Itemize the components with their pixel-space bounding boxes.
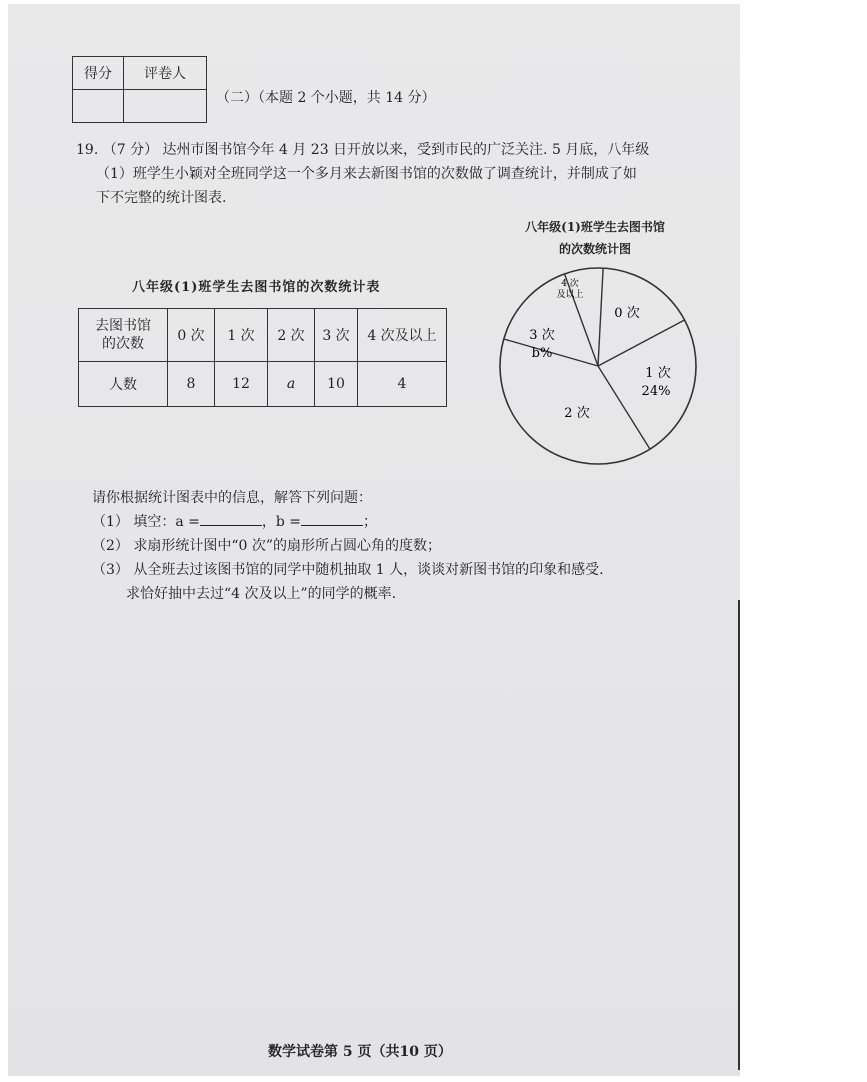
pie-label-3-pct: b% xyxy=(531,346,553,361)
table-col-2: 2 次 xyxy=(268,309,315,362)
grader-label: 评卷人 xyxy=(124,57,207,90)
table-col-0: 0 次 xyxy=(168,309,215,362)
question-2: （2） 求扇形统计图中“0 次”的扇形所占圆心角的度数； xyxy=(92,538,442,554)
table-row-label: 人数 xyxy=(79,362,168,407)
table-col-3: 3 次 xyxy=(315,309,358,362)
table-cell-2: a xyxy=(268,362,315,407)
pie-label-1-pct: 24% xyxy=(641,384,671,399)
questions-intro: 请你根据统计图表中的信息，解答下列问题： xyxy=(92,490,372,506)
question-3-line2: 求恰好抽中去过“4 次及以上”的同学的概率. xyxy=(126,586,397,602)
table-data-row xyxy=(79,362,447,407)
pie-label-4b: 及以上 xyxy=(556,290,584,300)
page-footer: 数学试卷第 5 页（共10 页） xyxy=(268,1044,452,1060)
statistics-table xyxy=(78,308,447,407)
pie-label-4: 4 次 xyxy=(561,279,579,289)
question-number: 19. xyxy=(76,142,99,158)
answer-blank-b[interactable] xyxy=(301,511,363,526)
question-line2: （1）班学生小颖对全班同学这一个多月来去新图书馆的次数做了调查统计，并制成了如 xyxy=(96,166,637,182)
question-line1: 达州市图书馆今年 4 月 23 日开放以来，受到市民的广泛关注. 5 月底，八年级 xyxy=(162,142,650,158)
pie-label-1: 1 次 xyxy=(645,366,671,381)
pie-title: 八年级(1)班学生去图书馆 的次数统计图 xyxy=(525,220,665,256)
pie-boundary-1-2 xyxy=(598,366,650,449)
table-col-1: 1 次 xyxy=(215,309,268,362)
table-header-label: 去图书馆 的次数 xyxy=(79,309,168,362)
table-header-row xyxy=(79,309,447,362)
pie-boundary-0-start xyxy=(598,268,603,366)
table-title: 八年级(1)班学生去图书馆的次数统计表 xyxy=(132,280,381,295)
score-box xyxy=(72,56,207,123)
table-cell-0: 8 xyxy=(168,362,215,407)
table-col-4: 4 次及以上 xyxy=(358,309,447,362)
pie-boundary-0-1 xyxy=(598,320,685,366)
table-cell-3: 10 xyxy=(315,362,358,407)
pie-label-3: 3 次 xyxy=(529,328,555,343)
pie-chart xyxy=(490,260,710,472)
question-points: （7 分） xyxy=(102,142,159,158)
question-line3: 下不完整的统计图表. xyxy=(96,190,227,206)
score-cell xyxy=(73,90,124,123)
score-label: 得分 xyxy=(73,57,124,90)
answer-blank-a[interactable] xyxy=(200,511,262,526)
pie-label-0: 0 次 xyxy=(614,306,640,321)
question-1: （1） 填空：a = ，b = ； xyxy=(92,510,377,534)
table-cell-1: 12 xyxy=(215,362,268,407)
question-text-line1 xyxy=(76,138,649,162)
pie-label-2: 2 次 xyxy=(564,406,590,421)
question-3-line1: （3） 从全班去过该图书馆的同学中随机抽取 1 人，谈谈对新图书馆的印象和感受. xyxy=(92,562,604,578)
grader-cell xyxy=(124,90,207,123)
section-title: （二）（本题 2 个小题，共 14 分） xyxy=(216,90,436,106)
table-cell-4: 4 xyxy=(358,362,447,407)
paper-edge xyxy=(730,600,740,1070)
